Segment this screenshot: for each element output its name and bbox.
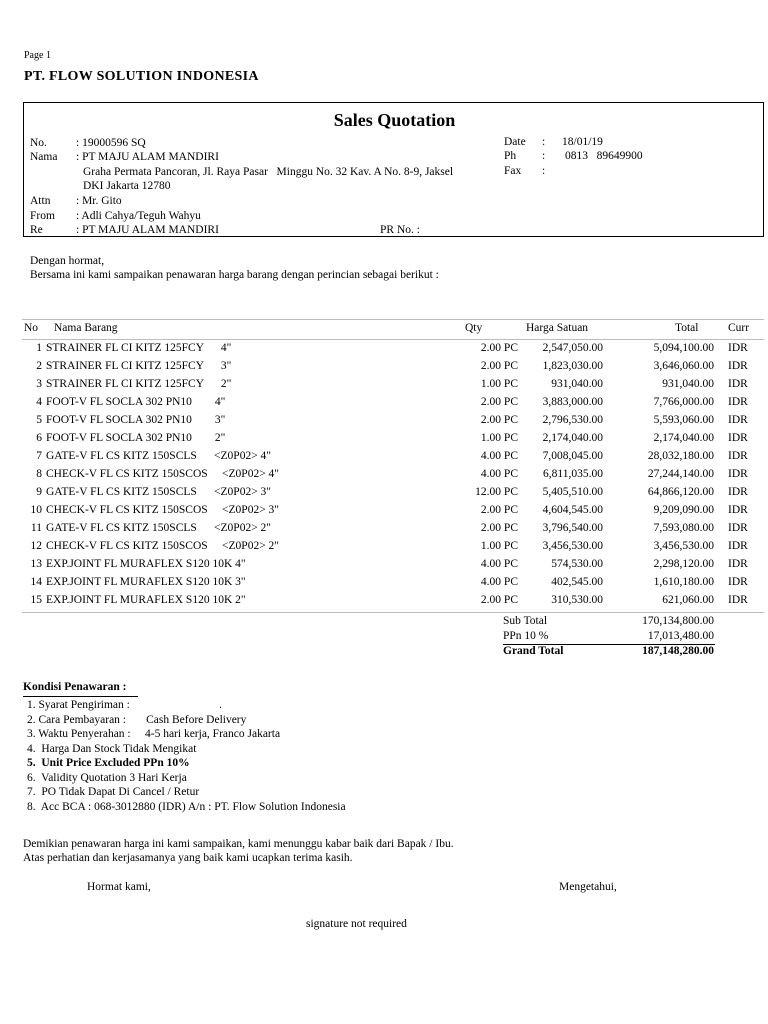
re-label: Re [30, 224, 43, 236]
row-name: FOOT-V FL SOCLA 302 PN10 3" [46, 414, 226, 426]
row-name: GATE-V FL CS KITZ 150SCLS <Z0P02> 4" [46, 450, 272, 462]
row-name: CHECK-V FL CS KITZ 150SCOS <Z0P02> 2" [46, 540, 279, 552]
table-row [0, 468, 768, 486]
table-row [0, 432, 768, 450]
no-label: No. [30, 137, 47, 149]
row-price: 310,530.00 [551, 594, 603, 606]
table-row [0, 576, 768, 594]
row-no: 5 [36, 414, 42, 426]
row-curr: IDR [728, 378, 748, 390]
row-qty: 2.00 PC [480, 360, 518, 372]
row-name: GATE-V FL CS KITZ 150SCLS <Z0P02> 3" [46, 486, 272, 498]
greeting: Dengan hormat, [30, 255, 105, 267]
acknowledge-text: Mengetahui, [559, 881, 617, 893]
row-price: 3,456,530.00 [542, 540, 603, 552]
row-total: 2,174,040.00 [653, 432, 714, 444]
row-name: STRAINER FL CI KITZ 125FCY 4" [46, 342, 232, 354]
row-total: 5,593,060.00 [653, 414, 714, 426]
row-qty: 2.00 PC [480, 414, 518, 426]
row-name: CHECK-V FL CS KITZ 150SCOS <Z0P02> 3" [46, 504, 279, 516]
row-price: 1,823,030.00 [542, 360, 603, 372]
row-total: 64,866,120.00 [647, 486, 714, 498]
regards-text: Hormat kami, [87, 881, 151, 893]
table-row [0, 342, 768, 360]
table-top-rule [22, 319, 764, 320]
row-total: 28,032,180.00 [647, 450, 714, 462]
row-total: 621,060.00 [662, 594, 714, 606]
row-curr: IDR [728, 558, 748, 570]
table-row [0, 594, 768, 612]
table-row [0, 378, 768, 396]
condition-item: 7. PO Tidak Dapat Di Cancel / Retur [27, 786, 200, 798]
row-no: 12 [30, 540, 42, 552]
ppn-label: PPn 10 % [503, 630, 549, 642]
row-curr: IDR [728, 486, 748, 498]
row-price: 574,530.00 [551, 558, 603, 570]
conditions-underline [23, 696, 138, 697]
grand-total-value: 187,148,280.00 [642, 645, 714, 657]
table-row [0, 522, 768, 540]
attn-label: Attn [30, 195, 51, 207]
row-name: GATE-V FL CS KITZ 150SCLS <Z0P02> 2" [46, 522, 272, 534]
row-total: 9,209,090.00 [653, 504, 714, 516]
row-qty: 4.00 PC [480, 576, 518, 588]
table-row [0, 486, 768, 504]
condition-item: 6. Validity Quotation 3 Hari Kerja [27, 772, 187, 784]
row-curr: IDR [728, 432, 748, 444]
row-qty: 2.00 PC [480, 594, 518, 606]
row-name: EXP.JOINT FL MURAFLEX S120 10K 3" [46, 576, 246, 588]
phone-colon: : [542, 150, 546, 162]
row-curr: IDR [728, 504, 748, 516]
intro-text: Bersama ini kami sampaikan penawaran harga barang dengan perincian sebagai berikut : [30, 269, 439, 281]
condition-item: 5. Unit Price Excluded PPn 10% [27, 757, 190, 769]
row-name: FOOT-V FL SOCLA 302 PN10 4" [46, 396, 226, 408]
row-price: 2,796,530.00 [542, 414, 603, 426]
row-curr: IDR [728, 576, 748, 588]
row-name: EXP.JOINT FL MURAFLEX S120 10K 2" [46, 594, 246, 606]
row-price: 3,796,540.00 [542, 522, 603, 534]
row-no: 7 [36, 450, 42, 462]
row-qty: 4.00 PC [480, 468, 518, 480]
row-price: 5,405,510.00 [542, 486, 603, 498]
condition-item: 3. Waktu Penyerahan : 4-5 hari kerja, Franco Jakarta [27, 728, 281, 740]
date-value: 18/01/19 [562, 136, 603, 148]
row-price: 2,174,040.00 [542, 432, 603, 444]
row-curr: IDR [728, 594, 748, 606]
company-name: PT. FLOW SOLUTION INDONESIA [24, 69, 259, 84]
phone-value: 0813 89649900 [565, 150, 643, 162]
no-value: : 19000596 SQ [76, 137, 146, 149]
table-row [0, 414, 768, 432]
row-name: EXP.JOINT FL MURAFLEX S120 10K 4" [46, 558, 246, 570]
ppn-value: 17,013,480.00 [647, 630, 714, 642]
row-qty: 1.00 PC [480, 378, 518, 390]
row-total: 3,646,060.00 [653, 360, 714, 372]
page-number: Page 1 [24, 50, 51, 61]
table-row [0, 540, 768, 558]
col-qty-header: Qty [465, 322, 483, 334]
row-qty: 2.00 PC [480, 522, 518, 534]
table-row [0, 396, 768, 414]
row-no: 11 [30, 522, 42, 534]
row-total: 3,456,530.00 [653, 540, 714, 552]
grand-total-label: Grand Total [503, 645, 564, 657]
row-name: FOOT-V FL SOCLA 302 PN10 2" [46, 432, 226, 444]
condition-item: 2. Cara Pembayaran : Cash Before Delivery [27, 714, 247, 726]
row-total: 7,593,080.00 [653, 522, 714, 534]
col-curr-header: Curr [728, 322, 750, 334]
row-price: 931,040.00 [551, 378, 603, 390]
table-bottom-rule [22, 612, 764, 613]
fax-colon: : [542, 165, 546, 177]
row-qty: 2.00 PC [480, 342, 518, 354]
row-qty: 4.00 PC [480, 450, 518, 462]
date-colon: : [542, 136, 546, 148]
row-price: 6,811,035.00 [543, 468, 603, 480]
row-qty: 4.00 PC [480, 558, 518, 570]
row-name: STRAINER FL CI KITZ 125FCY 2" [46, 378, 232, 390]
row-no: 1 [36, 342, 42, 354]
row-qty: 1.00 PC [480, 432, 518, 444]
row-total: 2,298,120.00 [653, 558, 714, 570]
quotation-header-box [23, 102, 764, 237]
address-line-1: Graha Permata Pancoran, Jl. Raya Pasar Minggu No. 32 Kav. A No. 8-9, Jaksel [83, 166, 454, 178]
table-row [0, 558, 768, 576]
row-qty: 2.00 PC [480, 504, 518, 516]
table-header-rule [22, 339, 764, 340]
row-price: 3,883,000.00 [542, 396, 603, 408]
row-name: CHECK-V FL CS KITZ 150SCOS <Z0P02> 4" [46, 468, 279, 480]
table-row [0, 360, 768, 378]
subtotal-label: Sub Total [503, 615, 548, 627]
row-price: 4,604,545.00 [542, 504, 603, 516]
condition-item: 4. Harga Dan Stock Tidak Mengikat [27, 743, 197, 755]
closing-line-2: Atas perhatian dan kerjasamanya yang baik kami ucapkan terima kasih. [23, 852, 353, 864]
row-qty: 1.00 PC [480, 540, 518, 552]
signature-note: signature not required [306, 918, 407, 930]
row-no: 6 [36, 432, 42, 444]
conditions-title: Kondisi Penawaran : [23, 681, 127, 693]
phone-label: Ph [504, 150, 517, 162]
row-no: 14 [30, 576, 42, 588]
row-qty: 2.00 PC [480, 396, 518, 408]
row-total: 5,094,100.00 [653, 342, 714, 354]
row-price: 2,547,050.00 [542, 342, 603, 354]
row-curr: IDR [728, 396, 748, 408]
row-no: 10 [30, 504, 42, 516]
row-curr: IDR [728, 360, 748, 372]
date-label: Date [504, 136, 526, 148]
row-no: 13 [30, 558, 42, 570]
row-no: 8 [36, 468, 42, 480]
condition-item: 8. Acc BCA : 068-3012880 (IDR) A/n : PT. Flow Solution Indonesia [27, 801, 346, 813]
row-curr: IDR [728, 468, 748, 480]
row-total: 931,040.00 [662, 378, 714, 390]
row-price: 7,008,045.00 [542, 450, 603, 462]
pr-no-label: PR No. : [380, 224, 420, 236]
closing-line-1: Demikian penawaran harga ini kami sampaikan, kami menunggu kabar baik dari Bapak / Ibu. [23, 838, 454, 850]
row-no: 9 [36, 486, 42, 498]
col-price-header: Harga Satuan [526, 322, 589, 334]
col-total-header: Total [675, 322, 699, 334]
table-row [0, 504, 768, 522]
row-no: 3 [36, 378, 42, 390]
row-no: 2 [36, 360, 42, 372]
subtotal-value: 170,134,800.00 [642, 615, 714, 627]
nama-label: Nama [30, 151, 58, 163]
row-total: 7,766,000.00 [653, 396, 714, 408]
from-value: : Adli Cahya/Teguh Wahyu [76, 210, 201, 222]
col-name-header: Nama Barang [54, 322, 118, 334]
table-row [0, 450, 768, 468]
fax-label: Fax [504, 165, 522, 177]
row-total: 1,610,180.00 [653, 576, 714, 588]
row-curr: IDR [728, 414, 748, 426]
row-curr: IDR [728, 342, 748, 354]
document-title: Sales Quotation [333, 110, 456, 130]
row-curr: IDR [728, 450, 748, 462]
address-line-2: DKI Jakarta 12780 [83, 180, 171, 192]
condition-item: 1. Syarat Pengiriman : . [27, 699, 222, 711]
row-curr: IDR [728, 540, 748, 552]
from-label: From [30, 210, 55, 222]
row-name: STRAINER FL CI KITZ 125FCY 3" [46, 360, 232, 372]
row-no: 15 [30, 594, 42, 606]
row-no: 4 [36, 396, 42, 408]
re-value: : PT MAJU ALAM MANDIRI [76, 224, 219, 236]
row-curr: IDR [728, 522, 748, 534]
row-price: 402,545.00 [551, 576, 603, 588]
col-no-header: No [24, 322, 39, 334]
nama-value: : PT MAJU ALAM MANDIRI [76, 151, 219, 163]
row-qty: 12.00 PC [475, 486, 518, 498]
attn-value: : Mr. Gito [76, 195, 122, 207]
row-total: 27,244,140.00 [647, 468, 714, 480]
